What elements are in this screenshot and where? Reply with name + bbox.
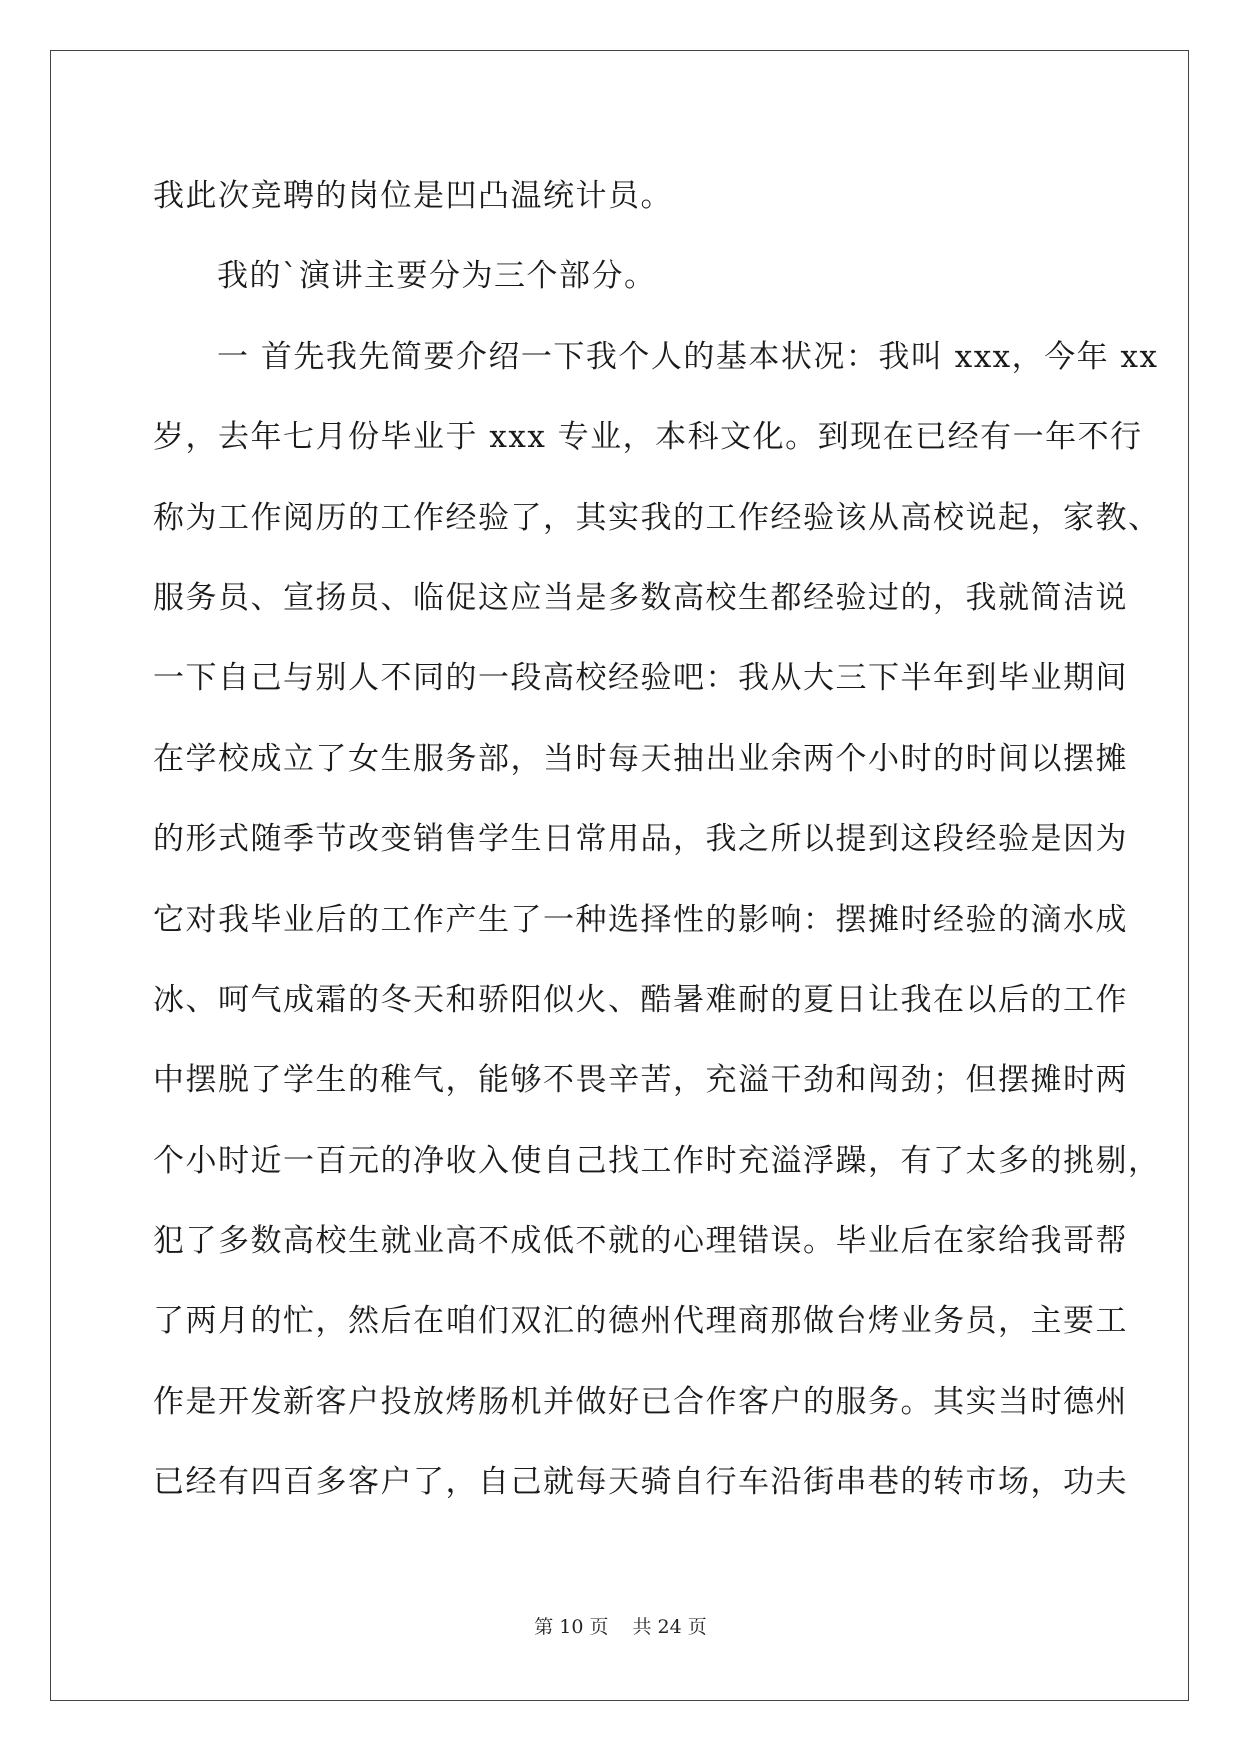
page-number-current: 第 10 页	[534, 1616, 609, 1638]
text-line-4: 岁，去年七月份毕业于 xxx 专业，本科文化。到现在已经有一年不行	[153, 419, 1143, 456]
text-line-10: 它对我毕业后的工作产生了一种选择性的影响：摆摊时经验的滴水成	[153, 901, 1128, 938]
text-line-3: 一 首先我先简要介绍一下我个人的基本状况：我叫 xxx，今年 xx	[217, 338, 1159, 375]
text-line-1: 我此次竞聘的岗位是凹凸温统计员。	[153, 178, 673, 214]
page-number-total: 共 24 页	[632, 1616, 707, 1638]
document-body	[153, 166, 1161, 1533]
text-line-8: 在学校成立了女生服务部，当时每天抽出业余两个小时的时间以摆摊	[153, 740, 1128, 777]
text-line-6: 服务员、宣扬员、临促这应当是多数高校生都经验过的，我就简洁说	[153, 579, 1128, 616]
page-footer	[0, 1612, 1241, 1639]
text-line-11: 冰、呵气成霜的冬天和骄阳似火、酷暑难耐的夏日让我在以后的工作	[153, 981, 1128, 1018]
text-line-5: 称为工作阅历的工作经验了，其实我的工作经验该从高校说起，家教、	[153, 499, 1161, 536]
text-line-15: 了两月的忙，然后在咱们双汇的德州代理商那做台烤业务员，主要工	[153, 1303, 1128, 1340]
text-line-17: 已经有四百多客户了，自己就每天骑自行车沿街串巷的转市场，功夫	[153, 1464, 1128, 1501]
text-line-14: 犯了多数高校生就业高不成低不就的心理错误。毕业后在家给我哥帮	[153, 1223, 1128, 1260]
text-line-9: 的形式随季节改变销售学生日常用品，我之所以提到这段经验是因为	[153, 821, 1128, 858]
text-line-7: 一下自己与别人不同的一段高校经验吧：我从大三下半年到毕业期间	[153, 660, 1128, 697]
text-line-16: 作是开发新客户投放烤肠机并做好已合作客户的服务。其实当时德州	[153, 1383, 1128, 1420]
text-line-13: 个小时近一百元的净收入使自己找工作时充溢浮躁，有了太多的挑剔，	[153, 1142, 1161, 1179]
text-line-12: 中摆脱了学生的稚气，能够不畏辛苦，充溢干劲和闯劲；但摆摊时两	[153, 1062, 1128, 1099]
text-line-2: 我的`演讲主要分为三个部分。	[217, 258, 657, 295]
